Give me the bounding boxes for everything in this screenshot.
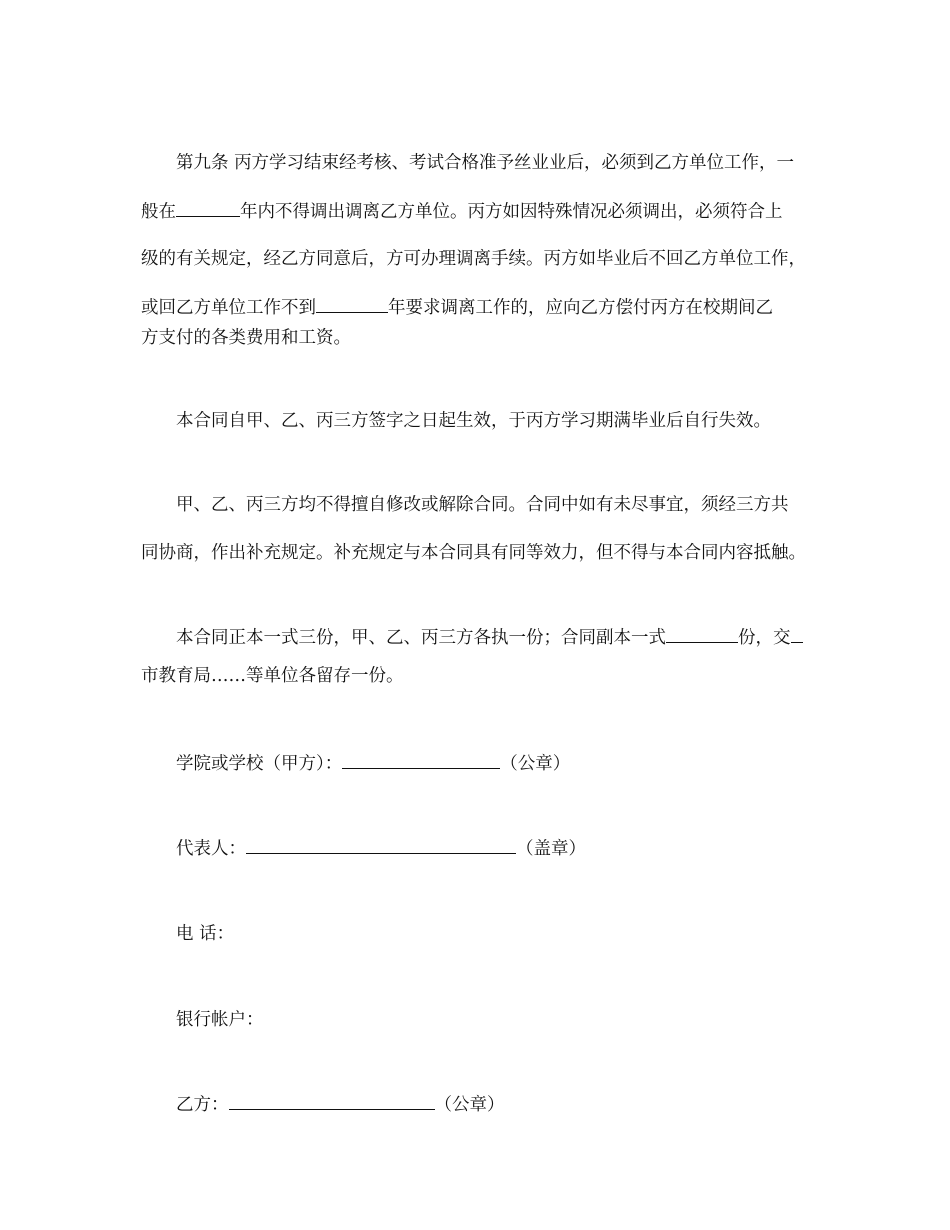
phone-line: 电 话：	[176, 924, 235, 944]
copies-line-1-pre: 本合同正本一式三份，甲、乙、丙三方各执一份；合同副本一式	[176, 628, 666, 648]
copies-trailing-blank	[791, 626, 803, 643]
party-b-signature-line	[176, 1093, 505, 1116]
copies-line-2: 市教育局……等单位各留存一份。	[141, 666, 404, 686]
bank-account-line: 银行帐户：	[176, 1010, 264, 1030]
article9-line-4-post: 年要求调离工作的，应向乙方偿付丙方在校期间乙	[388, 298, 773, 318]
party-a-label: 学院或学校（甲方）：	[176, 754, 343, 774]
years-blank-2	[316, 296, 388, 313]
representative-signature-line	[176, 837, 586, 860]
article9-line-4-pre: 或回乙方单位工作不到	[141, 298, 316, 318]
party-b-suffix: （公章）	[434, 1095, 505, 1115]
article9-line-1: 第九条 丙方学习结束经考核、考试合格准予丝业业后，必须到乙方单位工作，一	[176, 153, 795, 173]
article9-line-2-post: 年内不得调出调离乙方单位。丙方如因特殊情况必须调出，必须符合上	[240, 202, 783, 222]
article9-line-5: 方支付的各类费用和工资。	[141, 328, 351, 348]
representative-label: 代表人：	[176, 839, 246, 859]
article9-line-3: 级的有关规定，经乙方同意后，方可办理调离手续。丙方如毕业后不回乙方单位工作，	[141, 249, 806, 269]
representative-blank	[246, 837, 516, 854]
years-blank-1	[176, 200, 240, 217]
party-a-signature-line	[176, 752, 570, 775]
effective-clause: 本合同自甲、乙、丙三方签字之日起生效，于丙方学习期满毕业后自行失效。	[176, 411, 771, 431]
modification-line-1: 甲、乙、丙三方均不得擅自修改或解除合同。合同中如有未尽事宜，须经三方共	[176, 495, 789, 515]
article9-line-2-pre: 般在	[141, 202, 176, 222]
copies-line-1-mid: 份，交	[738, 628, 791, 648]
copies-count-blank	[666, 626, 738, 643]
article9-line-4	[141, 296, 773, 319]
party-a-suffix: （公章）	[500, 754, 571, 774]
article9-line-2	[141, 200, 783, 223]
party-b-blank	[229, 1093, 435, 1110]
copies-line-1	[176, 626, 803, 649]
party-b-label: 乙方：	[176, 1095, 229, 1115]
representative-suffix: （盖章）	[516, 839, 586, 859]
modification-line-2: 同协商，作出补充规定。补充规定与本合同具有同等效力，但不得与本合同内容抵触。	[141, 543, 806, 563]
party-a-blank	[342, 752, 500, 769]
